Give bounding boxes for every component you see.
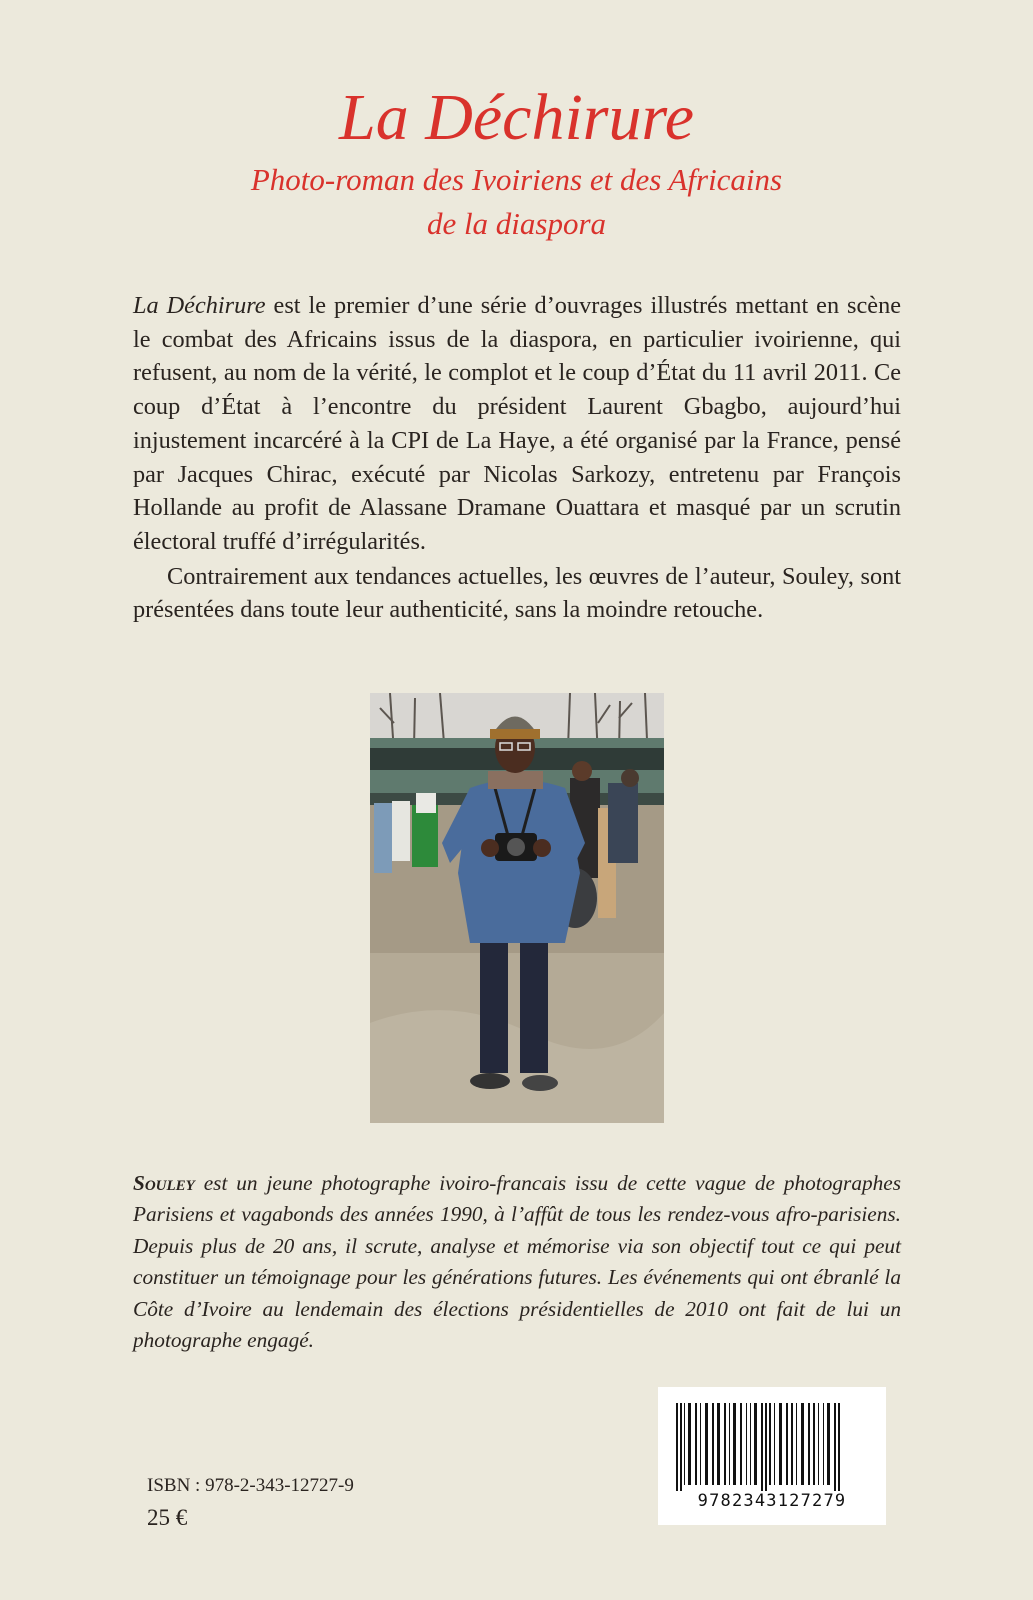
- barcode-bar: [761, 1403, 763, 1491]
- barcode-bar: [746, 1403, 747, 1485]
- barcode-bar: [774, 1403, 775, 1485]
- author-bio-text: est un jeune photographe ivoiro-francais issu de cette vague de photographes Parisiens et vagabonds des années 1990, à l’affût de tous les rendez-vous afro-parisiens. Depuis plus de 20 ans, il scrute, analyse et mémorise via son objectif tout ce qui peut constituer un témoignage pour les générations futures. Les événements qui ont ébranlé la Côte d’Ivoire au lendemain des élections présidentielles de 2010 ont fait de lui un photographe engagé.: [133, 1171, 901, 1353]
- barcode-bar: [818, 1403, 819, 1485]
- price: 25 €: [147, 1505, 188, 1530]
- barcode-bar: [680, 1403, 682, 1491]
- barcode: [658, 1387, 886, 1525]
- barcode-bar: [827, 1403, 830, 1485]
- barcode-bar: [823, 1403, 824, 1485]
- barcode-bars: [658, 1387, 886, 1491]
- author-name: Souley: [133, 1171, 195, 1195]
- barcode-bar: [808, 1403, 810, 1485]
- blurb-title-italic: La Déchirure: [133, 292, 266, 319]
- barcode-digits: 9782343127279: [697, 1491, 847, 1511]
- barcode-bar: [834, 1403, 836, 1491]
- barcode-bar: [791, 1403, 793, 1485]
- barcode-bar: [676, 1403, 678, 1491]
- barcode-bar: [684, 1403, 685, 1485]
- barcode-bar: [729, 1403, 730, 1485]
- blurb-paragraph-1-text: est le premier d’une série d’ouvrages illustrés mettant en scène le combat des Africains issus de la diaspora, en particulier ivoirienne, qui refusent, au nom de la vérité, le complot et le coup d’État du 11 avril 2011. Ce coup d’État à l’encontre du président Laurent Gbagbo, aujourd’hui injustement incarcéré à la CPI de La Haye, a été organisé par la France, pensé par Jacques Chirac, exécuté par Nicolas Sarkozy, entretenu par François Hollande au profit de Alassane Dramane Ouattara et masqué par un scrutin électoral truffé d’irrégularités.: [133, 292, 901, 555]
- author-bio: [133, 1168, 901, 1356]
- barcode-bar: [750, 1403, 751, 1485]
- subtitle-line-1: Photo-roman des Ivoiriens et des Africains: [250, 162, 783, 197]
- barcode-bar: [769, 1403, 771, 1485]
- barcode-bar: [700, 1403, 701, 1485]
- barcode-bar: [813, 1403, 815, 1485]
- barcode-bar: [779, 1403, 782, 1485]
- barcode-bar: [838, 1403, 840, 1491]
- barcode-bar: [740, 1403, 742, 1485]
- barcode-bar: [786, 1403, 788, 1485]
- blurb-paragraph-1: [133, 289, 901, 559]
- subtitle-line-2: de la diaspora: [426, 206, 607, 241]
- book-subtitle: [0, 158, 1033, 246]
- barcode-bar: [733, 1403, 736, 1485]
- barcode-bar: [796, 1403, 797, 1485]
- barcode-bar: [688, 1403, 691, 1485]
- book-title: La Déchirure: [338, 81, 694, 154]
- barcode-bar: [724, 1403, 726, 1485]
- isbn: ISBN : 978-2-343-12727-9: [147, 1475, 354, 1496]
- barcode-bar: [754, 1403, 757, 1485]
- barcode-bar: [695, 1403, 697, 1485]
- barcode-bar: [765, 1403, 767, 1491]
- barcode-bar: [717, 1403, 720, 1485]
- blurb: [133, 289, 901, 627]
- blurb-paragraph-2: Contrairement aux tendances actuelles, les œuvres de l’auteur, Souley, sont présentées dans toute leur authenticité, sans la moindre retouche.: [133, 562, 901, 624]
- barcode-bar: [801, 1403, 804, 1485]
- barcode-bar: [712, 1403, 714, 1485]
- author-photo: [370, 693, 664, 1123]
- barcode-bar: [705, 1403, 708, 1485]
